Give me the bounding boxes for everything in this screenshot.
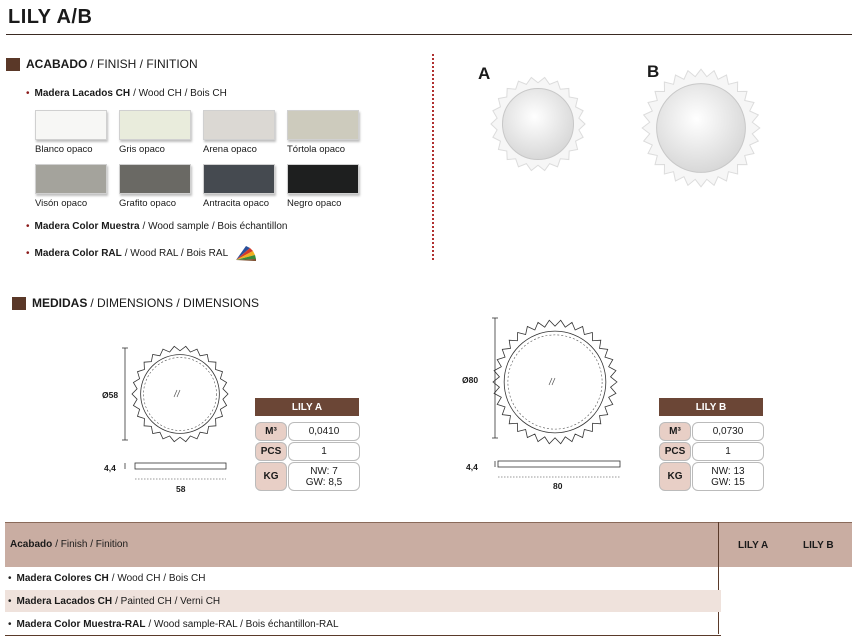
color-swatch [287,164,359,194]
page-title: LILY A/B [8,6,93,28]
finish-table-header-bold: Acabado [10,539,53,550]
color-swatch-label: Arena opaco [203,144,257,155]
bullet-icon: • [8,618,12,630]
lily-b-gross-weight: GW: 15 [711,476,745,488]
lily-a-pcs-value: 1 [288,442,360,461]
lily-a-pcs-key: PCS [255,442,287,461]
bullet-icon: • [26,88,30,99]
finish-table-col-lily-a: LILY A [738,540,769,551]
lily-a-m3-value: 0,0410 [288,422,360,441]
bullet-icon: • [26,247,30,259]
lily-b-m3-key: M³ [659,422,691,441]
table-row [5,613,721,635]
lily-a-diameter-label: Ø58 [102,390,119,400]
lily-a-gross-weight: GW: 8,5 [305,476,343,488]
color-swatch [203,164,275,194]
color-swatch-label: Gris opaco [119,144,165,155]
table-row [5,567,721,589]
lily-a-spec-header: LILY A [255,398,359,416]
lily-b-spec-header: LILY B [659,398,763,416]
wood-sample-bold: Madera Color Muestra [34,221,140,232]
color-swatch [203,110,275,140]
lily-a-m3-key: M³ [255,422,287,441]
lily-b-mirror-photo [641,68,761,188]
table-row-rest: / Wood sample-RAL / Bois échantillon-RAL [148,618,339,630]
wood-ch-bold: Madera Lacados CH [34,88,131,99]
wood-sample-bullet [26,221,287,232]
lily-b-pcs-key: PCS [659,442,691,461]
wood-ral-rest: / Wood RAL / Bois RAL [124,247,229,259]
bullet-icon: • [8,595,12,607]
table-row-bold: Madera Colores CH [16,572,109,584]
wood-ch-rest: / Wood CH / Bois CH [133,88,227,99]
bullet-icon: • [26,221,30,232]
finish-table-bottom-rule [5,635,721,636]
ral-color-fan-icon [234,244,258,262]
mirror-glass [502,88,573,159]
color-swatch-label: Negro opaco [287,198,342,209]
color-swatch [35,164,107,194]
table-row-bold: Madera Color Muestra-RAL [16,618,146,630]
table-row-rest: / Wood CH / Bois CH [111,572,206,584]
color-swatch [119,164,191,194]
lily-a-kg-key: KG [255,462,287,491]
finish-section-heading [6,57,198,71]
drawing-side-profile [498,461,620,467]
lily-b-thickness-label: 4,4 [466,462,478,472]
lily-b-m3-value: 0,0730 [692,422,764,441]
table-row-bold: Madera Lacados CH [16,595,113,607]
drawing-side-profile [135,463,226,469]
finish-table-header-rest: / Finish / Finition [55,539,129,550]
dimensions-heading-bold: MEDIDAS [32,296,88,310]
lily-a-kg-value [288,462,360,491]
wood-ch-bullet [26,88,227,99]
lily-b-width-label: 80 [553,481,563,491]
color-swatch-label: Tórtola opaco [287,144,346,155]
product-letter-b: B [647,62,660,81]
lily-b-kg-key: KG [659,462,691,491]
finish-table-header [5,522,852,567]
color-swatch-label: Blanco opaco [35,144,93,155]
bullet-icon: • [8,572,12,584]
finish-table-col-lily-b: LILY B [803,540,834,551]
lily-a-mirror-photo [490,76,586,172]
section-marker-icon [12,297,26,310]
wood-ral-bold: Madera Color RAL [34,247,122,259]
color-swatch [35,110,107,140]
dimensions-section-heading [12,296,259,310]
color-swatch-label: Grafito opaco [119,198,177,209]
mirror-glass [657,84,746,173]
finish-table-header-label [10,539,128,550]
wood-sample-rest: / Wood sample / Bois échantillon [142,221,288,232]
color-swatch [119,110,191,140]
lily-a-technical-drawing [100,340,250,500]
lily-b-kg-value [692,462,764,491]
color-swatch-label: Antracita opaco [203,198,270,209]
vertical-dotted-divider [432,54,434,260]
section-marker-icon [6,58,20,71]
finish-heading-rest: / FINISH / FINITION [90,57,198,71]
table-row-rest: / Painted CH / Verni CH [115,595,221,607]
drawing-frame-outline [493,320,617,443]
drawing-frame-outline [132,346,228,441]
color-swatch [287,110,359,140]
wood-ral-bullet [26,244,258,262]
dimensions-heading-rest: / DIMENSIONS / DIMENSIONS [90,296,260,310]
lily-b-pcs-value: 1 [692,442,764,461]
lily-a-width-label: 58 [176,484,186,494]
lily-a-thickness-label: 4,4 [104,463,116,473]
lily-b-net-weight: NW: 13 [711,465,745,477]
title-divider [6,34,852,35]
lily-b-diameter-label: Ø80 [462,375,479,385]
table-row [5,590,721,612]
lily-b-technical-drawing [470,312,630,502]
product-letter-a: A [478,64,491,83]
finish-heading-bold: ACABADO [26,57,88,71]
lily-a-net-weight: NW: 7 [310,465,338,477]
color-swatch-label: Visón opaco [35,198,88,209]
